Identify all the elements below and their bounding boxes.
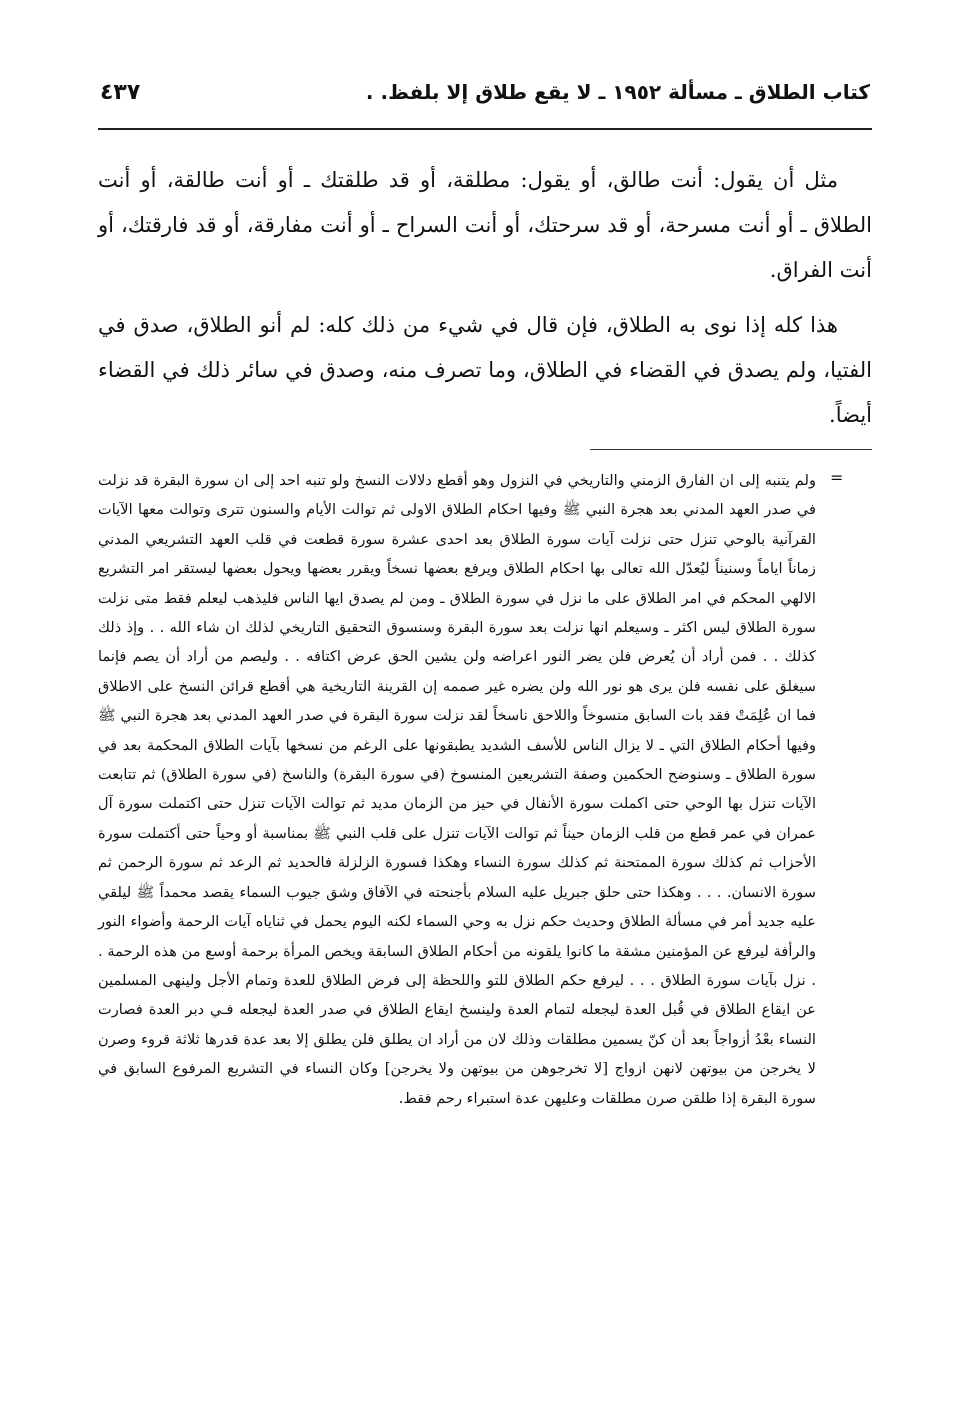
footnote-text: ولم يتنبه إلى ان الفارق الزمني والتاريخي في النزول وهو أقطع دلالات النسخ ولو تنبه احد إلى ان سورة البقرة قد نزلت في صدر العهد المدني بعد هجرة النبي ﷺ وفيها احكام الطلاق الاولى ثم توالت الأيام والسنون تترى وتوالت معها الآيات القرآنية بالوحي تنزل حتى نزلت آيات سورة الطلاق بعد احدى عشرة سورة قطعت في قلب العهد التشريعي المدني زماناً اياماً وسنيناً ليُعدّل الله تعالى بها احكام الطلاق ويرفع بعضها نسخاً ويقرر بعضها ويحول بعضها ليستقر امر التشريع الالهي المحكم في امر الطلاق على ما نزل في سورة الطلاق ـ ومن لم يصدق ايها الناس فليذهب ليعلم فقط متى نزلت سورة الطلاق ليس اكثر ـ وسيعلم انها نزلت بعد سورة البقرة وسنسوق التحقيق التاريخي لذلك ان شاء الله . . وإذ ذلك كذلك . . فمن أراد أن يُعرض فلن يضر النور اعراضه ولن يشين الحق عرض اكتافه . . وليصم من أراد أن يصم فإنما سيغلق على نفسه فلن يرى هو نور الله ولن يضره غير صممه إن القرينة التاريخية هي أقطع قرائن النسخ على الاطلاق فما ان عُلِمَتْ فقد بات السابق منسوخاً واللاحق ناسخاً لقد نزلت سورة البقرة في صدر العهد المدني بعد هجرة النبي ﷺ وفيها أحكام الطلاق التي ـ لا يزال الناس للأسف الشديد يطبقونها على الرغم من نسخها بآيات الطلاق المحكمة بعد في سورة الطلاق ـ وسنوضح الحكمين وصفة التشريعين المنسوخ (في سورة البقرة) والناسخ (في سورة الطلاق) ثم تتابعت الآيات تنزل بها الوحي حتى اكملت سورة الأنفال في حيز من الزمان مديد ثم توالت الآيات تنزل حتى اكتملت سورة آل عمران في عمر قطع من قلب الزمان حيناً ثم توالت الآيات تنزل على قلب النبي ﷺ بمناسبة أو وحياً حتى أكتملت سورة الأحزاب ثم كذلك سورة الممتحنة ثم كذلك سورة النساء وهكذا فسورة الزلزلة فالحديد ثم الرعد ثم سورة الرحمن ثم سورة الانسان. . . . وهكذا حتى حلق جبريل عليه السلام بأجنحته في الآفاق وشق جيوب السماء يقصد محمداً ﷺ ليلقي عليه جديد أمر في مسألة الطلاق وحديث حكم نزل به وحي السماء لكنه اليوم يحمل في ثناياه آيات الرحمة وأضواء النور والرأفة ليرفع عن المؤمنين مشقة ما كانوا يلقونه من أحكام الطلاق السابقة ويخص المرأة برحمة أوسع من هذه الرحمة . . نزل بآيات سورة الطلاق . . . ليرفع حكم الطلاق للتو واللحظة إلى فرض الطلاق للعدة وتمام الأجل ولينهى المسلمين عن ايقاع الطلاق في قُبل العدة ليجعله لتمام العدة ولينسخ ايقاع الطلاق في صدر العدة ليجعله فـي دبر العدة فصارت النساء بعْدُ أزواجاً بعد أن كنّ يسمين مطلقات وذلك لان من أراد ان يطلق فلن يطلق إلا بعد عدة قدرها ثلاثة قروء وصرن لا يخرجن من بيوتهن لانهن ازواج [لا تخرجوهن من بيوتهن ولا يخرجن] وكان النساء في التشريع المرفوع السابق في سورة البقرة إذا طلقن صرن مطلقات وعليهن عدة استبراء رحم فقط.	[98, 472, 816, 1107]
paragraph-1: مثل أن يقول: أنت طالق، أو يقول: مطلقة، أو قد طلقتك ـ أو أنت طالقة، أو أنت الطلاق ـ أو أنت مسرحة، أو قد سرحتك، أو أنت السراح ـ أو أنت مفارقة، أو قد فارقتك، أو أنت الفراق.	[98, 168, 872, 282]
footnote-continuation-marker: =	[830, 468, 844, 487]
paragraph-2: هذا كله إذا نوى به الطلاق، فإن قال في شيء من ذلك كله: لم أنو الطلاق، صدق في الفتيا، ولم يصدق في القضاء في الطلاق، وما تصرف منه، وصدق في سائر ذلك في القضاء أيضاً.	[98, 313, 872, 427]
page-header	[100, 80, 870, 120]
header-rule	[98, 128, 872, 130]
page-number: ٤٣٧	[100, 80, 141, 105]
footnote-separator	[590, 449, 872, 450]
running-title: كتاب الطلاق ـ مسألة ١٩٥٢ ـ لا يقع طلاق إلا بلفظ. .	[365, 80, 870, 104]
main-text	[98, 158, 872, 438]
